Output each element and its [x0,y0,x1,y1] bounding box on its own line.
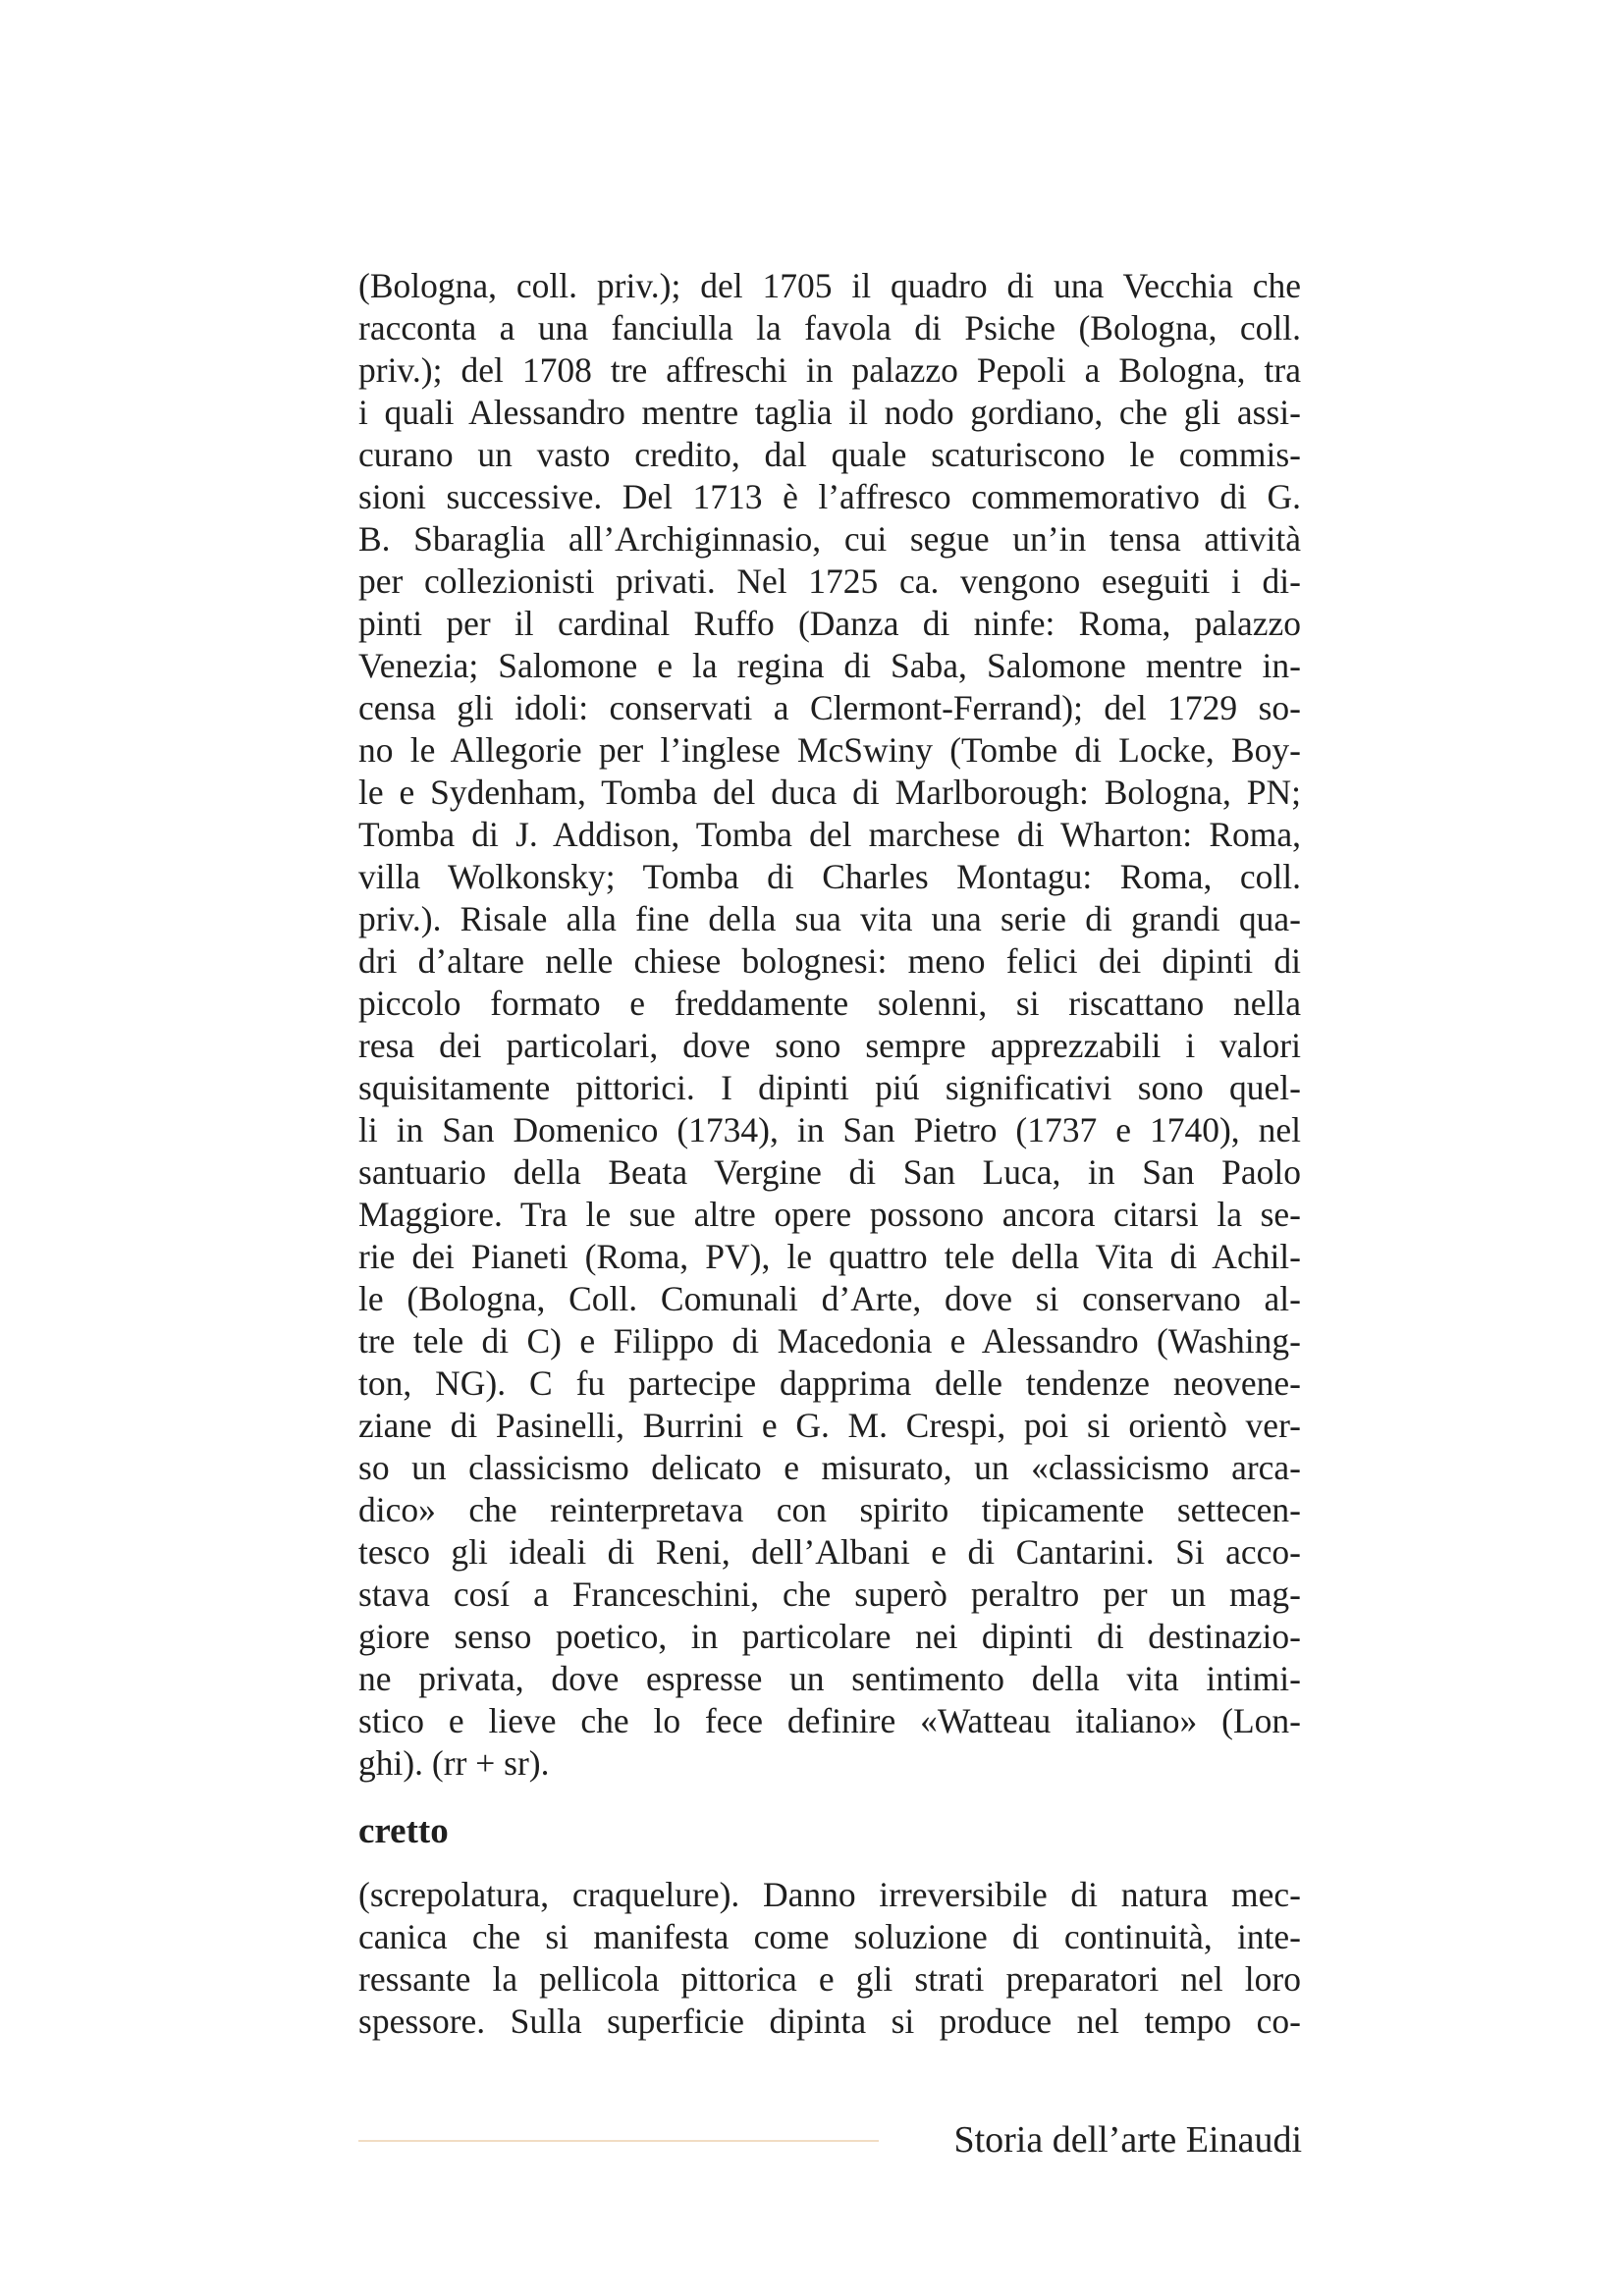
text-line: Tomba di J. Addison, Tomba del marchese di Wharton: Roma, [358,815,1301,854]
text-line: sioni successive. Del 1713 è l’affresco commemorativo di G. [358,477,1301,516]
text-line: li in San Domenico (1734), in San Pietro (1737 e 1740), nel [358,1110,1301,1149]
text-line: piccolo formato e freddamente solenni, si riscattano nella [358,984,1301,1023]
text-line: pinti per il cardinal Ruffo (Danza di ninfe: Roma, palazzo [358,604,1301,643]
text-line: priv.). Risale alla fine della sua vita una serie di grandi qua- [358,899,1301,938]
text-line: le (Bologna, Coll. Comunali d’Arte, dove si conservano al- [358,1279,1301,1318]
text-line: resa dei particolari, dove sono sempre apprezzabili i valori [358,1026,1301,1065]
text-line: ton, NG). C fu partecipe dapprima delle tendenze neovene- [358,1363,1301,1403]
body-text [358,265,1301,1785]
text-line: Venezia; Salomone e la regina di Saba, Salomone mentre in- [358,646,1301,685]
text-line: dico» che reinterpretava con spirito tipicamente settecen- [358,1490,1301,1529]
text-line: ziane di Pasinelli, Burrini e G. M. Crespi, poi si orientò ver- [358,1406,1301,1445]
footer-title: Storia dell’arte Einaudi [953,2119,1302,2161]
text-line: dri d’altare nelle chiese bolognesi: meno felici dei dipinti di [358,941,1301,981]
text-line: priv.); del 1708 tre affreschi in palazzo Pepoli a Bologna, tra [358,350,1301,390]
text-line: rie dei Pianeti (Roma, PV), le quattro tele della Vita di Achil- [358,1237,1301,1276]
text-line: villa Wolkonsky; Tomba di Charles Montagu: Roma, coll. [358,857,1301,896]
entry-line: spessore. Sulla superficie dipinta si produce nel tempo co- [358,2002,1301,2041]
text-line: i quali Alessandro mentre taglia il nodo gordiano, che gli assi- [358,393,1301,432]
text-line: racconta a una fanciulla la favola di Psiche (Bologna, coll. [358,308,1301,347]
text-line: censa gli idoli: conservati a Clermont-Ferrand); del 1729 so- [358,688,1301,727]
text-column [358,265,1301,2043]
text-line: tesco gli ideali di Reni, dell’Albani e di Cantarini. Si acco- [358,1532,1301,1572]
text-line: B. Sbaraglia all’Archiginnasio, cui segue un’in tensa attività [358,519,1301,559]
text-line: giore senso poetico, in particolare nei dipinti di destinazio- [358,1617,1301,1656]
text-line: stico e lieve che lo fece definire «Watteau italiano» (Lon- [358,1701,1301,1740]
text-line: so un classicismo delicato e misurato, un «classicismo arca- [358,1448,1301,1487]
text-line: ghi). (rr + sr). [358,1743,550,1783]
entry-line: canica che si manifesta come soluzione di continuità, inte- [358,1917,1301,1956]
text-line: curano un vasto credito, dal quale scaturiscono le commis- [358,435,1301,474]
footer-rule [358,2140,879,2142]
text-line: (Bologna, coll. priv.); del 1705 il quadro di una Vecchia che [358,266,1301,305]
text-line: Maggiore. Tra le sue altre opere possono ancora citarsi la se- [358,1195,1301,1234]
text-line: per collezionisti privati. Nel 1725 ca. vengono eseguiti i di- [358,561,1301,601]
text-line: le e Sydenham, Tomba del duca di Marlborough: Bologna, PN; [358,773,1301,812]
entry-line: ressante la pellicola pittorica e gli strati preparatori nel loro [358,1959,1301,1999]
entry-line: (screpolatura, craquelure). Danno irreversibile di natura mec- [358,1875,1301,1914]
text-line: no le Allegorie per l’inglese McSwiny (Tombe di Locke, Boy- [358,730,1301,770]
text-line: tre tele di C) e Filippo di Macedonia e Alessandro (Washing- [358,1321,1301,1361]
text-line: stava cosí a Franceschini, che superò peraltro per un mag- [358,1575,1301,1614]
entry-text [358,1874,1301,2043]
text-line: santuario della Beata Vergine di San Luca, in San Paolo [358,1152,1301,1192]
text-line: squisitamente pittorici. I dipinti piú significativi sono quel- [358,1068,1301,1107]
text-line: ne privata, dove espresse un sentimento della vita intimi- [358,1659,1301,1698]
entry-heading: cretto [358,1811,449,1851]
